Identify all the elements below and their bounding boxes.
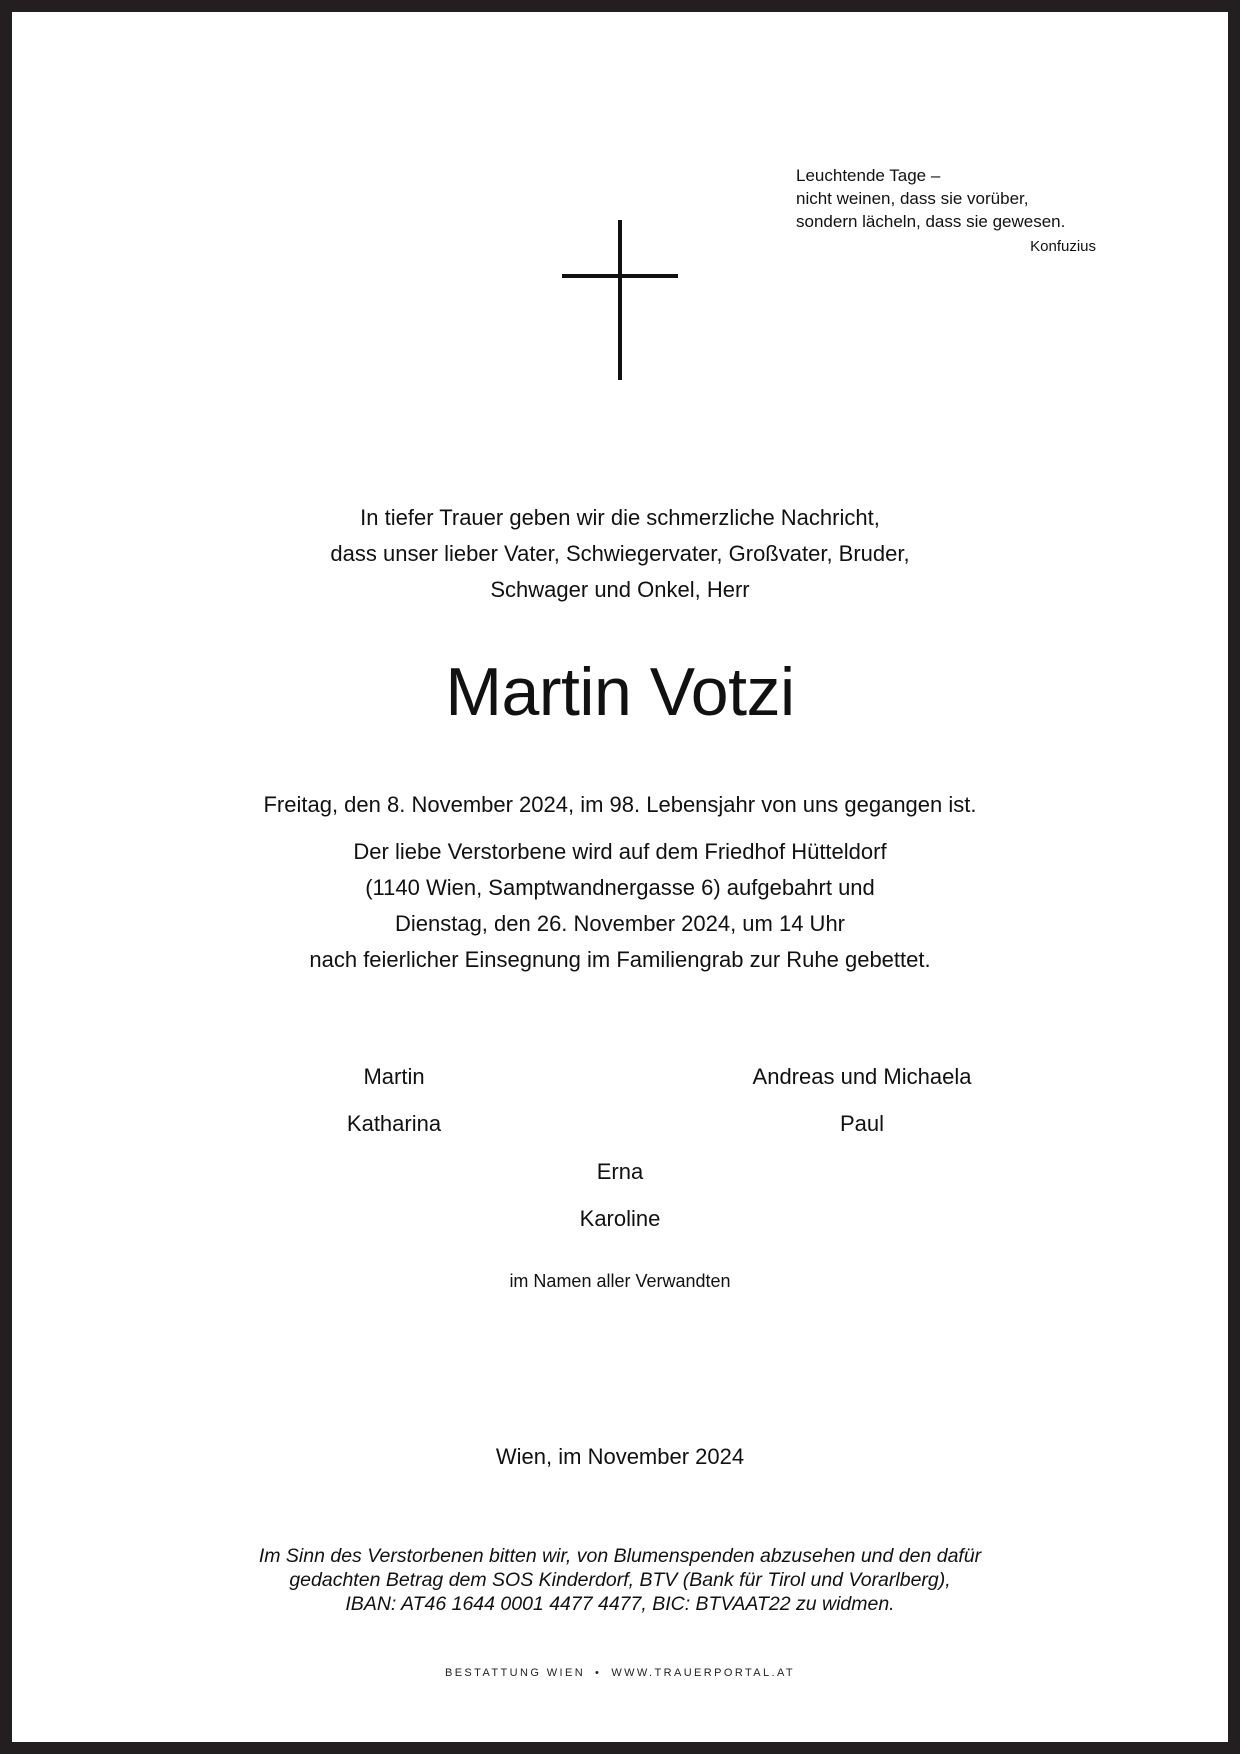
donation-line: gedachten Betrag dem SOS Kinderdorf, BTV (Bank für Tirol und Vorarlberg), [289,1569,951,1591]
relatives-note: im Namen aller Verwandten [509,1271,731,1291]
cross-icon [562,220,678,380]
quote-line: Leuchtende Tage – [796,166,941,185]
footer-website-link[interactable]: WWW.TRAUERPORTAL.AT [611,1667,796,1679]
death-notice: Freitag, den 8. November 2024, im 98. Lebensjahr von uns gegangen ist. [263,792,977,817]
intro-line: In tiefer Trauer geben wir die schmerzliche Nachricht, [360,505,880,530]
footer [12,1665,1228,1681]
donation-request [12,1544,1228,1616]
mourner-name: Paul [839,1111,885,1136]
donation-line: IBAN: AT46 1644 0001 4477 4477, BIC: BTVAAT22 zu widmen. [345,1593,895,1615]
burial-line: nach feierlicher Einsegnung im Familiengrab zur Ruhe gebettet. [309,947,931,972]
quote-block [796,164,1096,258]
burial-line: Dienstag, den 26. November 2024, um 14 Uhr [394,911,846,936]
intro-line: Schwager und Onkel, Herr [490,577,750,602]
place-date: Wien, im November 2024 [495,1444,745,1469]
quote-line: nicht weinen, dass sie vorüber, [796,189,1029,208]
mourner-name: Martin [363,1064,425,1089]
burial-line: (1140 Wien, Samptwandnergasse 6) aufgebahrt und [365,875,875,900]
quote-line: sondern lächeln, dass sie gewesen. [796,212,1066,231]
mourner-name: Katharina [346,1111,442,1136]
intro-line: dass unser lieber Vater, Schwiegervater, Großvater, Bruder, [330,541,910,566]
burial-line: Der liebe Verstorbene wird auf dem Friedhof Hütteldorf [353,839,887,864]
deceased-name: Martin Votzi [445,654,795,730]
footer-company: BESTATTUNG WIEN [444,1667,586,1679]
intro-text [12,500,1228,608]
mourner-name: Karoline [579,1206,661,1231]
quote-author: Konfuzius [1030,238,1096,255]
footer-separator: • [595,1667,602,1679]
donation-line: Im Sinn des Verstorbenen bitten wir, von Blumenspenden abzusehen und den dafür [258,1545,982,1567]
mourner-name: Erna [596,1159,644,1184]
mourner-name: Andreas und Michaela [752,1064,972,1089]
burial-info [12,834,1228,978]
